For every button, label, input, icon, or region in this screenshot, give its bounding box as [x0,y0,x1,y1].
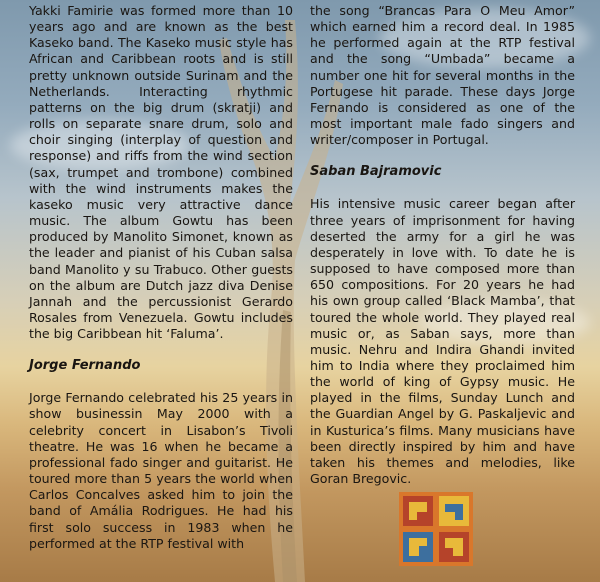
jorge-fernando-continuation: the song “Brancas Para O Meu Amor” which earned him a record deal. In 1985 he performed again at the RTP festival and the song “Umbada” became a number one hit for several months in the Portugese hit parade. These days Jorge Fernando is considered as one of the most important male fado singers and writer/composer in Portugal. [310,3,575,148]
left-column [29,3,293,552]
jorge-fernando-paragraph: Jorge Fernando celebrated his 25 years in show businessin May 2000 with a celebrity concert in Lisabon’s Tivoli theatre. He was 16 when he became a professional fado singer and guitarist. He toured more than 5 years the world when Carlos Concalves asked him to join the band of Amália Rodrigues. He had his first solo success in 1983 when he performed at the RTP festival with [29,390,293,551]
yakki-famirie-paragraph: Yakki Famirie was formed more than 10 years ago and are known as the best Kaseko band. The Kaseko music style has African and Caribbean roots and is still pretty unknown outside Surinam and the Netherlands. Interacting rhythmic patterns on the big drum (skratji) and rolls on separate snare drum, solo and choir singing (interplay of question and response) and riffs from the wind section (sax, trumpet and trombone) combined with the wind instruments makes the kaseko music very attractive dance music. The album Gowtu has been produced by Manolito Simonet, known as the leader and pianist of his Cuban salsa band Manolito y su Trabuco. Other guests on the album are Dutch jazz diva Denise Jannah and the percussionist Gerardo Rosales from Venezuela. Gowtu includes the big Caribbean hit ‘Faluma’. [29,3,293,342]
jorge-fernando-heading: Jorge Fernando [29,358,141,374]
right-column [310,3,575,487]
saban-bajramovic-paragraph: His intensive music career began after three years of imprisonment for having deserted the army for a girl he was desperately in love with. To date he is supposed to have composed more than 650 compositions. For 20 years he had his own group called ‘Black Mamba’, that toured the whole world. They played real music or, as Saban says, more than music. Nehru and Indira Ghandi invited him to India where they proclaimed him the world of king of Gypsy music. He played in the films, Sunday Lunch and the Guardian Angel by G. Paskaljevic and in Kusturica’s films. Many musicians have been directly inspired by him and have taken his themes and melodies, like Goran Bregovic. [310,196,575,487]
label-logo-icon [399,492,473,566]
saban-bajramovic-heading: Saban Bajramovic [310,164,442,180]
